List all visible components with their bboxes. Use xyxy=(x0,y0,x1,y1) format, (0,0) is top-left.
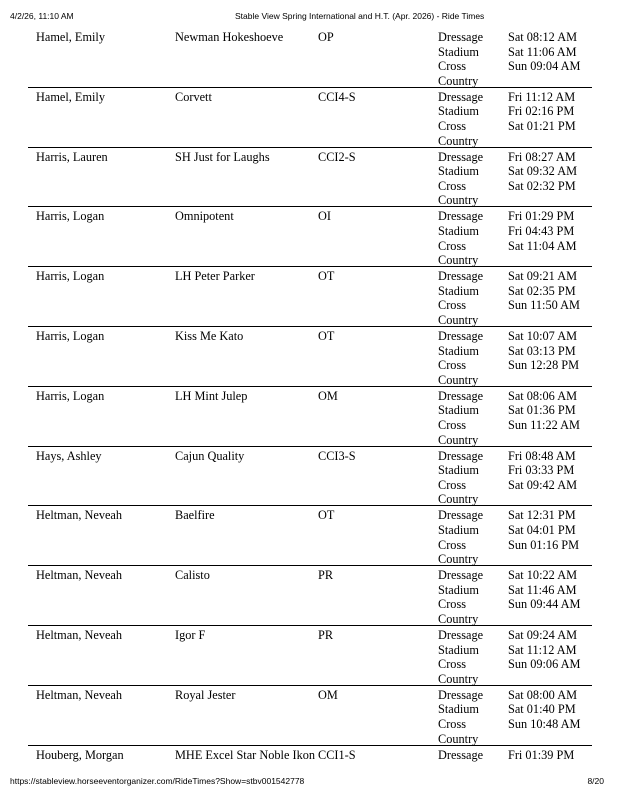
ride-time: Sat 08:06 AM xyxy=(508,388,578,403)
phase-label: Cross Country xyxy=(438,417,479,447)
horse-name: LH Peter Parker xyxy=(175,269,255,284)
division: CCI4-S xyxy=(318,89,356,104)
ride-time: Sat 10:22 AM xyxy=(508,568,578,583)
phase-label: Dressage xyxy=(438,328,484,343)
phase-label: Cross Country xyxy=(438,716,479,746)
ride-time: Sun 09:44 AM xyxy=(508,597,581,612)
ride-time: Sat 10:07 AM xyxy=(508,328,578,343)
table-row xyxy=(28,88,592,148)
time-list xyxy=(508,688,580,732)
phase-label: Cross Country xyxy=(438,59,479,88)
ride-time: Sun 12:28 PM xyxy=(508,358,580,373)
print-header xyxy=(0,11,618,25)
ride-time: Sat 03:13 PM xyxy=(508,343,576,358)
print-footer xyxy=(0,776,618,790)
ride-time: Sun 10:48 AM xyxy=(508,716,581,731)
table-row xyxy=(28,686,592,746)
page-number: 8/20 xyxy=(587,776,604,786)
rider-name: Houberg, Morgan xyxy=(36,747,124,762)
table-row xyxy=(28,566,592,626)
table-row xyxy=(28,207,592,267)
division: CCI2-S xyxy=(318,149,356,164)
table-row xyxy=(28,327,592,387)
table-row xyxy=(28,28,592,88)
phase-label: Cross Country xyxy=(438,597,479,626)
ride-time: Sat 01:21 PM xyxy=(508,118,576,133)
table-row xyxy=(28,447,592,507)
division: CCI3-S xyxy=(318,448,356,463)
division: OT xyxy=(318,508,335,523)
ride-time: Sun 09:06 AM xyxy=(508,657,581,672)
rider-name: Harris, Logan xyxy=(36,388,105,403)
phase-label: Cross Country xyxy=(438,477,479,507)
phase-list xyxy=(438,748,483,763)
time-list xyxy=(508,150,577,194)
horse-name: Corvett xyxy=(175,89,212,104)
phase-list xyxy=(438,329,488,387)
phase-list xyxy=(438,90,488,148)
phase-label: Stadium xyxy=(438,403,479,418)
phase-label: Stadium xyxy=(438,283,479,298)
time-list xyxy=(508,568,580,612)
ride-time: Sat 02:32 PM xyxy=(508,178,576,193)
division: OP xyxy=(318,30,334,44)
ride-time: Sun 09:04 AM xyxy=(508,59,581,74)
phase-list xyxy=(438,449,488,507)
division: CCI1-S xyxy=(318,747,356,762)
ride-time: Sat 04:01 PM xyxy=(508,522,576,537)
phase-label: Stadium xyxy=(438,582,479,597)
ride-time: Fri 03:33 PM xyxy=(508,463,575,478)
table-row xyxy=(28,746,592,764)
rider-name: Harris, Lauren xyxy=(36,149,108,164)
print-title: Stable View Spring International and H.T. (Apr. 2026) - Ride Times xyxy=(235,11,485,21)
phase-label: Stadium xyxy=(438,463,479,478)
ride-time: Sat 02:35 PM xyxy=(508,283,576,298)
phase-label: Cross Country xyxy=(438,657,479,686)
phase-label: Dressage xyxy=(438,209,484,224)
table-row xyxy=(28,387,592,447)
time-list xyxy=(508,269,580,313)
phase-list xyxy=(438,568,488,626)
phase-label: Stadium xyxy=(438,642,479,657)
division: PR xyxy=(318,568,334,583)
table-row xyxy=(28,506,592,566)
phase-label: Dressage xyxy=(438,568,484,583)
phase-label: Dressage xyxy=(438,149,484,164)
horse-name: Omnipotent xyxy=(175,209,234,224)
ride-time: Sat 11:12 AM xyxy=(508,642,577,657)
division: OM xyxy=(318,388,338,403)
phase-label: Stadium xyxy=(438,164,479,179)
time-list xyxy=(508,449,577,493)
rider-name: Hamel, Emily xyxy=(36,30,105,44)
rider-name: Hays, Ashley xyxy=(36,448,102,463)
ride-time: Sat 09:24 AM xyxy=(508,627,578,642)
phase-label: Dressage xyxy=(438,388,484,403)
phase-label: Dressage xyxy=(438,508,484,523)
phase-label: Cross Country xyxy=(438,537,479,567)
horse-name: Kiss Me Kato xyxy=(175,328,244,343)
phase-label: Stadium xyxy=(438,522,479,537)
ride-time: Fri 08:27 AM xyxy=(508,149,576,164)
phase-label: Dressage xyxy=(438,30,484,44)
ride-time: Sat 09:32 AM xyxy=(508,164,578,179)
horse-name: Igor F xyxy=(175,627,206,642)
phase-label: Cross Country xyxy=(438,298,479,327)
time-list xyxy=(508,30,580,74)
phase-label: Stadium xyxy=(438,343,479,358)
phase-list xyxy=(438,150,488,208)
ride-time: Sun 11:50 AM xyxy=(508,298,580,313)
time-list xyxy=(508,90,576,134)
ride-time: Fri 04:43 PM xyxy=(508,223,575,238)
phase-label: Cross Country xyxy=(438,358,479,387)
horse-name: LH Mint Julep xyxy=(175,388,248,403)
phase-list xyxy=(438,389,488,447)
ride-time: Sat 01:36 PM xyxy=(508,403,576,418)
ride-time: Sat 11:46 AM xyxy=(508,582,577,597)
rider-name: Harris, Logan xyxy=(36,328,105,343)
phase-label: Cross Country xyxy=(438,238,479,268)
phase-list xyxy=(438,209,488,267)
time-list xyxy=(508,628,580,672)
phase-label: Dressage xyxy=(438,687,484,702)
rider-name: Heltman, Neveah xyxy=(36,568,123,583)
ride-time: Sat 11:04 AM xyxy=(508,238,577,253)
ride-time: Sat 01:40 PM xyxy=(508,702,576,717)
phase-list xyxy=(438,30,488,88)
phase-label: Dressage xyxy=(438,448,484,463)
horse-name: MHE Excel Star Noble Ikon xyxy=(175,747,316,762)
phase-label: Dressage xyxy=(438,89,484,104)
phase-label: Dressage xyxy=(438,269,484,284)
ride-time: Sat 09:42 AM xyxy=(508,477,578,492)
ride-time: Sat 12:31 PM xyxy=(508,508,576,523)
ride-time: Sat 11:06 AM xyxy=(508,44,577,59)
ride-time: Sun 11:22 AM xyxy=(508,417,580,432)
rider-name: Harris, Logan xyxy=(36,209,105,224)
time-list xyxy=(508,209,577,253)
horse-name: Calisto xyxy=(175,568,210,583)
phase-list xyxy=(438,269,488,327)
phase-label: Cross Country xyxy=(438,118,479,148)
phase-list xyxy=(438,508,488,566)
phase-label: Stadium xyxy=(438,223,479,238)
time-list xyxy=(508,389,580,433)
ride-time: Fri 01:39 PM xyxy=(508,747,575,762)
time-list xyxy=(508,329,579,373)
ride-time: Fri 01:29 PM xyxy=(508,209,575,224)
table-row xyxy=(28,148,592,208)
division: OT xyxy=(318,269,335,284)
horse-name: Newman Hokeshoeve xyxy=(175,30,284,44)
print-url: https://stableview.horseeventorganizer.com/RideTimes?Show=stbv001542778 xyxy=(10,776,305,786)
rider-name: Heltman, Neveah xyxy=(36,687,123,702)
phase-label: Stadium xyxy=(438,104,479,119)
rider-name: Harris, Logan xyxy=(36,269,105,284)
ride-time: Fri 02:16 PM xyxy=(508,104,575,119)
phase-label: Dressage xyxy=(438,627,484,642)
rider-name: Heltman, Neveah xyxy=(36,508,123,523)
division: OM xyxy=(318,687,338,702)
division: PR xyxy=(318,627,334,642)
division: OT xyxy=(318,328,335,343)
rider-name: Heltman, Neveah xyxy=(36,627,123,642)
horse-name: Royal Jester xyxy=(175,687,236,702)
ride-time: Sat 08:00 AM xyxy=(508,687,578,702)
ride-time: Sun 01:16 PM xyxy=(508,537,580,552)
phase-label: Stadium xyxy=(438,702,479,717)
ride-time: Sat 08:12 AM xyxy=(508,30,578,44)
phase-label: Dressage xyxy=(438,747,484,762)
horse-name: SH Just for Laughs xyxy=(175,149,270,164)
ride-times-table xyxy=(28,28,592,764)
phase-label: Stadium xyxy=(438,44,479,59)
ride-time: Sat 09:21 AM xyxy=(508,269,578,284)
ride-time: Fri 08:48 AM xyxy=(508,448,576,463)
ride-time: Fri 11:12 AM xyxy=(508,89,576,104)
print-datetime: 4/2/26, 11:10 AM xyxy=(10,11,74,21)
division: OI xyxy=(318,209,331,224)
table-row xyxy=(28,267,592,327)
table-row xyxy=(28,626,592,686)
phase-list xyxy=(438,628,488,686)
horse-name: Baelfire xyxy=(175,508,215,523)
phase-label: Cross Country xyxy=(438,178,479,208)
time-list xyxy=(508,508,579,552)
rider-name: Hamel, Emily xyxy=(36,89,105,104)
time-list xyxy=(508,748,574,763)
horse-name: Cajun Quality xyxy=(175,448,245,463)
phase-list xyxy=(438,688,488,746)
